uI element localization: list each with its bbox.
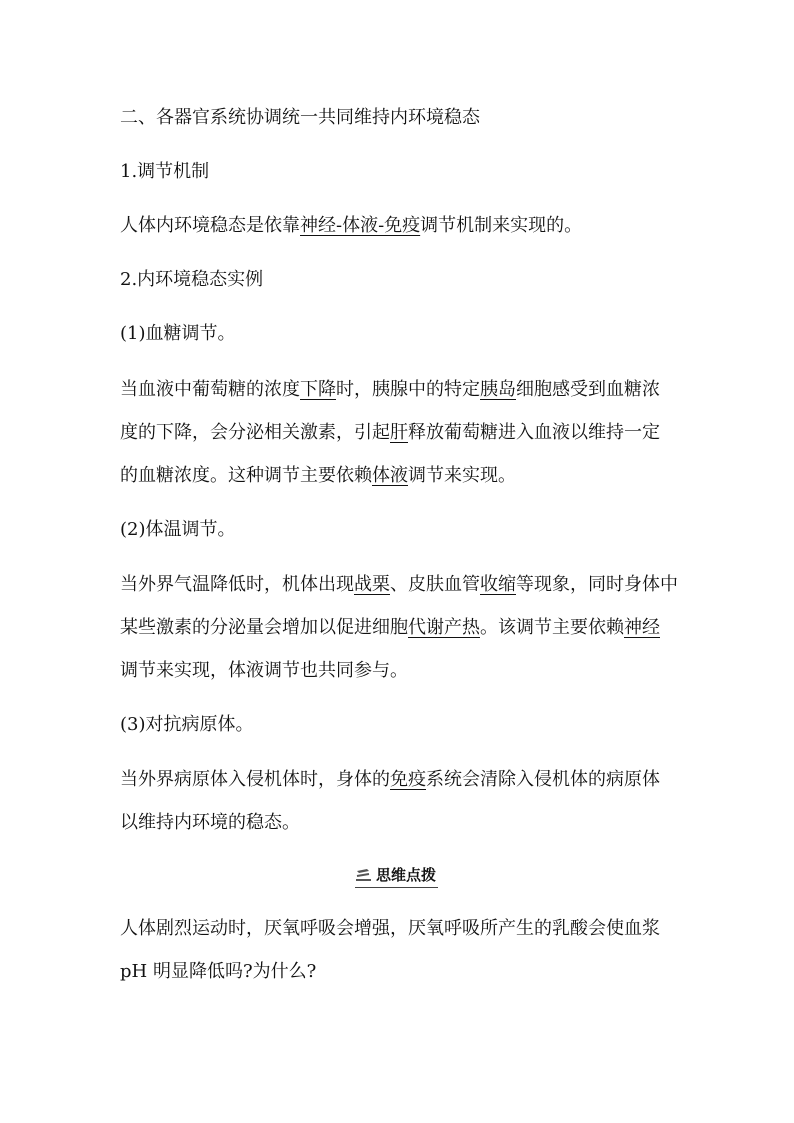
text: 当外界气温降低时，机体出现: [120, 574, 354, 595]
underlined-term: 神经-体液-免疫: [300, 215, 421, 236]
pen-icon: [355, 867, 373, 883]
underlined-term: 收缩: [480, 574, 516, 595]
text: 细胞感受到血糖浓: [516, 379, 660, 400]
item-pathogen-title: (3)对抗病原体。: [120, 714, 254, 735]
item-blood-sugar-title: (1)血糖调节。: [120, 323, 236, 344]
text: 。该调节主要依赖: [480, 617, 624, 638]
thinking-tip-header: [355, 863, 438, 888]
paragraph-pathogen-line2: 以维持内环境的稳态。: [120, 812, 300, 833]
underlined-term: 体液: [372, 465, 408, 486]
text: 调节机制来实现的。: [420, 215, 583, 236]
paragraph-regulation-mechanism: [120, 214, 582, 238]
underlined-term: 免疫: [390, 769, 426, 790]
text: 时，胰腺中的特定: [336, 379, 480, 400]
paragraph-temperature-line3: 调节来实现，体液调节也共同参与。: [120, 660, 408, 681]
question-line1: 人体剧烈运动时，厌氧呼吸会增强，厌氧呼吸所产生的乳酸会使血浆: [120, 918, 660, 939]
text: 当外界病原体入侵机体时，身体的: [120, 769, 390, 790]
text: 系统会清除入侵机体的病原体: [426, 769, 660, 790]
thinking-tip-label: 思维点拨: [376, 866, 437, 884]
paragraph-blood-sugar-line2: [120, 421, 660, 445]
paragraph-pathogen-line1: [120, 768, 660, 792]
question-line2: pH 明显降低吗?为什么?: [120, 961, 317, 982]
underlined-term: 胰岛: [480, 379, 516, 400]
underlined-term: 肝: [390, 422, 408, 443]
paragraph-blood-sugar-line1: [120, 378, 660, 402]
text: 某些激素的分泌量会增加以促进细胞: [120, 617, 408, 638]
paragraph-temperature-line2: [120, 616, 660, 640]
text: 调节来实现。: [408, 465, 516, 486]
paragraph-blood-sugar-line3: [120, 464, 516, 488]
text: 等现象，同时身体中: [516, 574, 678, 595]
subheading-examples: 2.内环境稳态实例: [120, 269, 264, 290]
text: 的血糖浓度。这种调节主要依赖: [120, 465, 372, 486]
underlined-term: 神经: [624, 617, 660, 638]
underlined-term: 代谢产热: [408, 617, 480, 638]
text: 、皮肤血管: [390, 574, 480, 595]
text: 度的下降，会分泌相关激素，引起: [120, 422, 390, 443]
text: 释放葡萄糖进入血液以维持一定: [408, 422, 660, 443]
text: 人体内环境稳态是依靠: [120, 215, 300, 236]
underlined-term: 下降: [300, 379, 336, 400]
paragraph-temperature-line1: [120, 573, 678, 597]
item-body-temperature-title: (2)体温调节。: [120, 519, 236, 540]
subheading-regulation-mechanism: 1.调节机制: [120, 161, 210, 182]
text: 当血液中葡萄糖的浓度: [120, 379, 300, 400]
underlined-term: 战栗: [354, 574, 390, 595]
section-heading: 二、各器官系统协调统一共同维持内环境稳态: [120, 107, 480, 128]
